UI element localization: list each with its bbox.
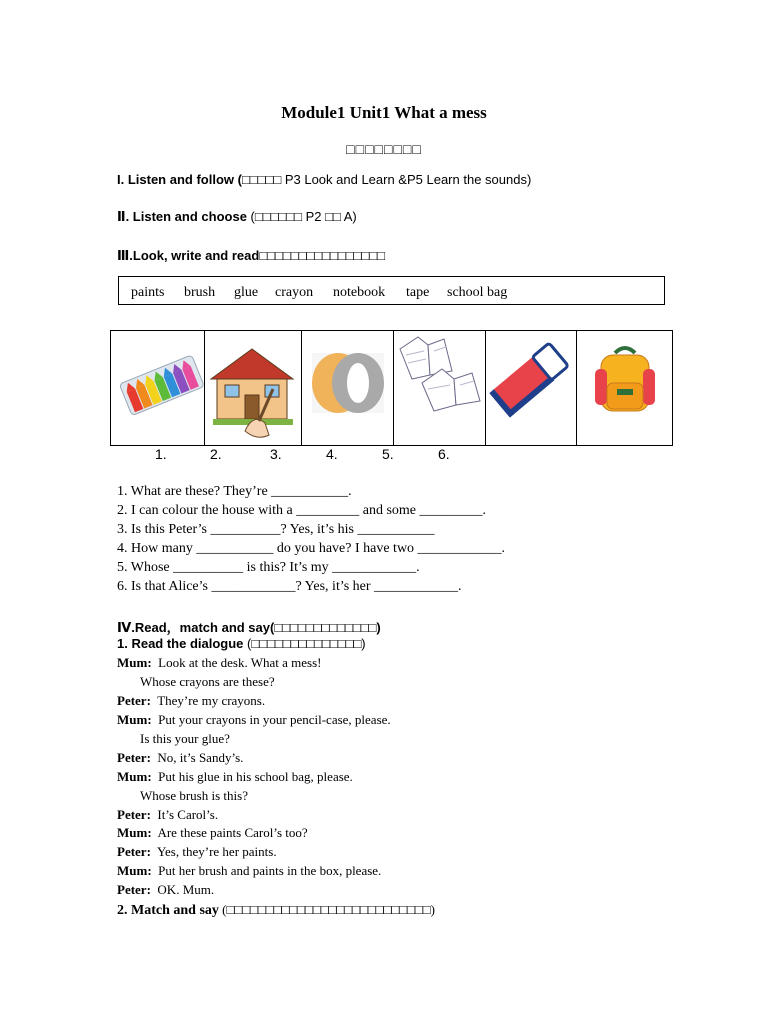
dialogue-text: Whose crayons are these? bbox=[140, 674, 275, 689]
word-bank-item: brush bbox=[184, 285, 216, 300]
speaker-name: Peter: bbox=[117, 844, 151, 859]
glue-stick-picture bbox=[486, 331, 577, 445]
section-2-rest: (□□□□□□ P2 □□ A) bbox=[246, 209, 357, 224]
house-painting-picture bbox=[205, 331, 302, 445]
speaker-name: Mum: bbox=[117, 863, 152, 878]
word-bank-item: notebook bbox=[333, 285, 386, 300]
question-3: 3. Is this Peter’s __________? Yes, it’s his ___________ bbox=[117, 522, 435, 537]
dialogue-line bbox=[117, 844, 277, 860]
section-2-heading bbox=[117, 209, 357, 225]
word-bank-item: paints bbox=[131, 285, 165, 300]
word-bank-item: crayon bbox=[275, 285, 314, 300]
question-5: 5. Whose __________ is this? It’s my ____________. bbox=[117, 560, 420, 575]
dialogue-line bbox=[117, 807, 218, 823]
question-1: 1. What are these? They’re ___________. bbox=[117, 484, 352, 499]
page-subtitle: □□□□□□□□ bbox=[346, 143, 422, 158]
word-bank-box bbox=[118, 276, 665, 305]
match-and-say-heading bbox=[117, 902, 435, 919]
school-bag-picture bbox=[577, 331, 672, 445]
read-dialogue-label: 1. Read the dialogue bbox=[117, 636, 244, 651]
dialogue-text: Are these paints Carol’s too? bbox=[157, 825, 308, 840]
number-label: 4. bbox=[326, 446, 338, 462]
notebooks-picture bbox=[394, 331, 486, 445]
dialogue-text: Whose brush is this? bbox=[140, 788, 248, 803]
dialogue-text: It’s Carol’s. bbox=[157, 807, 219, 822]
dialogue-line bbox=[140, 731, 230, 747]
dialogue-text: They’re my crayons. bbox=[157, 693, 266, 708]
question-2: 2. I can colour the house with a _________ and some _________. bbox=[117, 503, 486, 518]
picture-table bbox=[110, 330, 673, 446]
dialogue-text: Put his glue in his school bag, please. bbox=[158, 769, 353, 784]
tape-picture bbox=[302, 331, 394, 445]
dialogue-line bbox=[117, 693, 265, 709]
section-2-label: Ⅱ. Listen and choose bbox=[117, 209, 247, 224]
read-dialogue-rest: (□□□□□□□□□□□□□□) bbox=[243, 636, 366, 651]
number-label: 6. bbox=[438, 446, 450, 462]
section-3-heading bbox=[117, 248, 385, 264]
number-label: 2. bbox=[210, 446, 222, 462]
word-bank-item: tape bbox=[406, 285, 430, 300]
question-6: 6. Is that Alice’s ____________? Yes, it’s her ____________. bbox=[117, 579, 462, 594]
dialogue-text: Look at the desk. What a mess! bbox=[158, 655, 322, 670]
word-bank-item: glue bbox=[234, 285, 259, 300]
page-title: Module1 Unit1 What a mess bbox=[281, 103, 487, 122]
match-and-say-rest: (□□□□□□□□□□□□□□□□□□□□□□□□□□) bbox=[218, 902, 435, 917]
dialogue-text: Is this your glue? bbox=[140, 731, 230, 746]
crayons-picture bbox=[111, 331, 205, 445]
dialogue-line bbox=[117, 863, 381, 879]
match-and-say-label: 2. Match and say bbox=[117, 903, 219, 918]
dialogue-line bbox=[117, 655, 321, 671]
word-bank-item: school bag bbox=[447, 285, 508, 300]
speaker-name: Mum: bbox=[117, 825, 152, 840]
number-label: 5. bbox=[382, 446, 394, 462]
speaker-name: Mum: bbox=[117, 769, 152, 784]
dialogue-line bbox=[117, 712, 391, 728]
dialogue-line bbox=[117, 769, 353, 785]
number-label: 3. bbox=[270, 446, 282, 462]
read-dialogue-heading bbox=[117, 636, 366, 651]
dialogue-text: Put her brush and paints in the box, please. bbox=[158, 863, 382, 878]
number-label: 1. bbox=[155, 446, 167, 462]
section-1-label: I. Listen and follow ( bbox=[117, 172, 242, 187]
section-1-rest: □□□□□ P3 Look and Learn &P5 Learn the sounds) bbox=[241, 172, 532, 187]
dialogue-line bbox=[140, 674, 275, 690]
speaker-name: Peter: bbox=[117, 693, 151, 708]
question-4: 4. How many ___________ do you have? I have two ____________. bbox=[117, 541, 506, 556]
speaker-name: Mum: bbox=[117, 655, 152, 670]
speaker-name: Mum: bbox=[117, 712, 152, 727]
section-4-heading: Ⅳ.Read，match and say(□□□□□□□□□□□□□) bbox=[117, 620, 381, 635]
dialogue-line bbox=[117, 825, 308, 841]
dialogue-line bbox=[117, 750, 243, 766]
speaker-name: Peter: bbox=[117, 807, 151, 822]
section-3-label: Ⅲ.Look, write and read bbox=[117, 248, 260, 263]
section-3-rest: □□□□□□□□□□□□□□□□ bbox=[259, 248, 385, 263]
dialogue-line bbox=[117, 882, 214, 898]
dialogue-text: No, it’s Sandy’s. bbox=[157, 750, 244, 765]
section-1-heading bbox=[117, 172, 531, 187]
speaker-name: Peter: bbox=[117, 750, 151, 765]
dialogue-line bbox=[140, 788, 248, 804]
speaker-name: Peter: bbox=[117, 882, 151, 897]
dialogue-text: Put your crayons in your pencil-case, please. bbox=[158, 712, 391, 727]
dialogue-text: OK. Mum. bbox=[157, 882, 215, 897]
dialogue-text: Yes, they’re her paints. bbox=[156, 844, 277, 859]
